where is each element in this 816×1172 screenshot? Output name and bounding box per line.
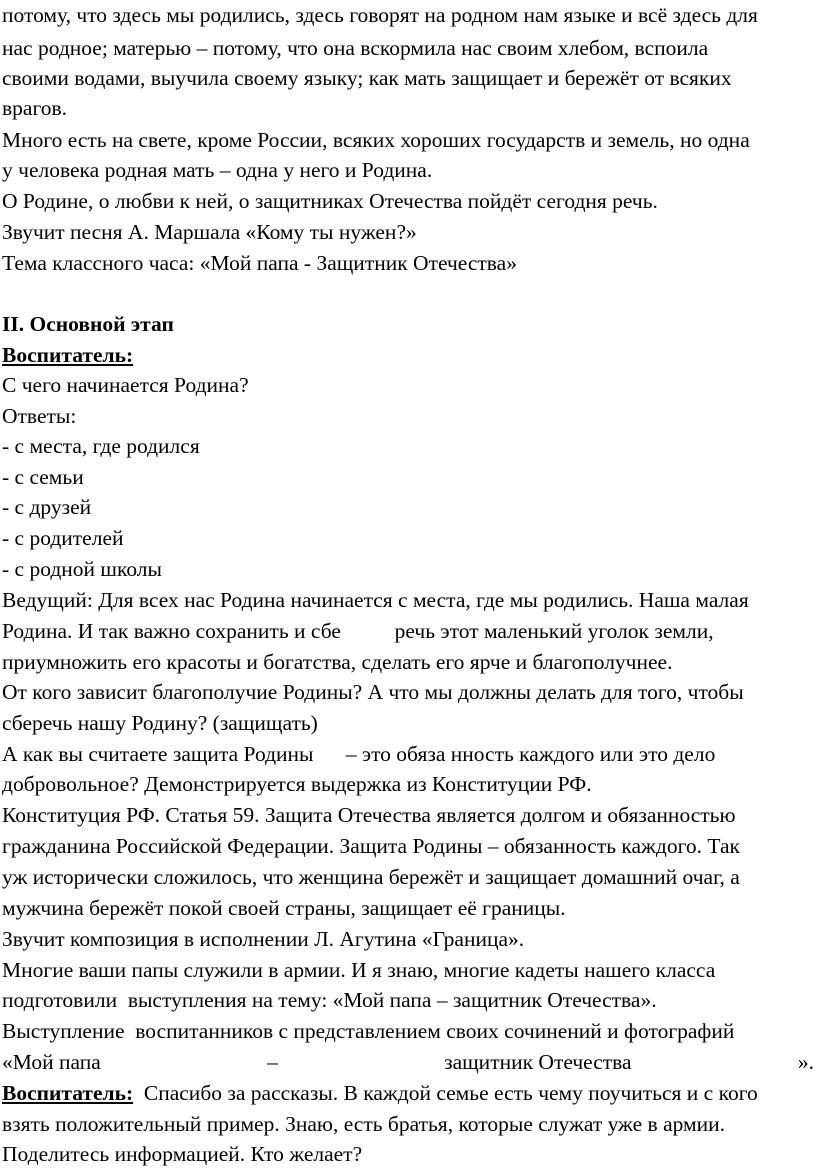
text-line: Звучит песня А. Маршала «Кому ты нужен?» <box>2 220 417 244</box>
text-fragment: «Мой папа <box>2 1050 101 1074</box>
text-line: О Родине, о любви к ней, о защитниках Отечества пойдёт сегодня речь. <box>2 189 658 213</box>
text-fragment: – <box>267 1050 278 1074</box>
list-item: - с места, где родился <box>2 434 200 458</box>
list-item: - с родителей <box>2 526 124 550</box>
text-line: Поделитесь информацией. Кто желает? <box>2 1142 363 1166</box>
text-line: Конституция РФ. Статья 59. Защита Отечества является долгом и обязанностью <box>2 803 736 827</box>
text-line: Ответы: <box>2 404 77 428</box>
text-line: Выступление воспитанников с представлением своих сочинений и фотографий <box>2 1019 735 1043</box>
list-item: - с родной школы <box>2 557 162 581</box>
text-line: подготовили выступления на тему: «Мой папа – защитник Отечества». <box>2 988 657 1012</box>
text-line: гражданина Российской Федерации. Защита Родины – обязанность каждого. Так <box>2 834 740 858</box>
text-line: Многие ваши папы служили в армии. И я знаю, многие кадеты нашего класса <box>2 958 716 982</box>
justified-line <box>2 1048 814 1077</box>
text-line: Ведущий: Для всех нас Родина начинается с места, где мы родились. Наша малая <box>2 588 749 612</box>
text-line: Тема классного часа: «Мой папа - Защитник Отечества» <box>2 251 517 275</box>
text-line: взять положительный пример. Знаю, есть братья, которые служат уже в армии. <box>2 1112 726 1136</box>
text-line: мужчина бережёт покой своей страны, защищает её границы. <box>2 896 566 920</box>
text-line: нас родное; матерью – потому, что она вскормила нас своим хлебом, вспоила <box>2 36 709 60</box>
speaker-label: Воспитатель: <box>2 343 134 367</box>
text-line: добровольное? Демонстрируется выдержка из Конституции РФ. <box>2 772 592 796</box>
text-line: приумножить его красоты и богатства, сделать его ярче и благополучнее. <box>2 650 673 674</box>
text-fragment: Спасибо за рассказы. В каждой семье есть чему поучиться и с кого <box>133 1081 758 1105</box>
text-line: у человека родная мать – одна у него и Родина. <box>2 158 433 182</box>
text-line: врагов. <box>2 96 68 120</box>
text-line: уж исторически сложилось, что женщина бережёт и защищает домашний очаг, а <box>2 865 740 889</box>
text-line: Много есть на свете, кроме России, всяких хороших государств и земель, но одна <box>2 128 750 152</box>
speaker-label: Воспитатель: <box>2 1081 134 1105</box>
text-line: От кого зависит благополучие Родины? А что мы должны делать для того, чтобы <box>2 680 744 704</box>
text-fragment: защитник Отечества <box>444 1050 632 1074</box>
text-fragment: ». <box>797 1050 814 1074</box>
text-line: Звучит композиция в исполнении Л. Агутина «Граница». <box>2 927 525 951</box>
text-line: Родина. И так важно сохранить и сбе речь этот маленький уголок земли, <box>2 619 714 643</box>
section-heading: II. Основной этап <box>2 312 174 336</box>
text-line: С чего начинается Родина? <box>2 373 249 397</box>
text-line: сберечь нашу Родину? (защищать) <box>2 711 318 735</box>
text-line: потому, что здесь мы родились, здесь говорят на родном нам языке и всё здесь для <box>2 3 758 27</box>
labeled-line <box>2 1079 816 1108</box>
text-line: своими водами, выучила своему языку; как мать защищает и бережёт от всяких <box>2 66 732 90</box>
text-line: А как вы считаете защита Родины – это обяза нность каждого или это дело <box>2 742 716 766</box>
list-item: - с друзей <box>2 495 92 519</box>
list-item: - с семьи <box>2 465 84 489</box>
